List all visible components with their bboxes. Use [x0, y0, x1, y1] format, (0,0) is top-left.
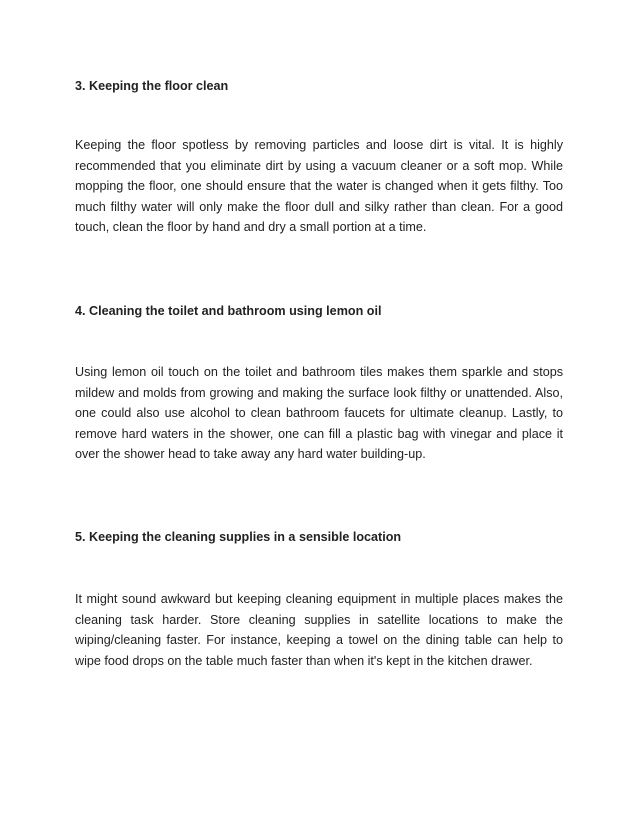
section-heading-supplies: 5. Keeping the cleaning supplies in a sensible location — [75, 530, 402, 544]
section-heading-lemon-oil: 4. Cleaning the toilet and bathroom using lemon oil — [75, 304, 382, 318]
section-paragraph-supplies: It might sound awkward but keeping cleaning equipment in multiple places makes the cleaning task harder. Store cleaning supplies in satellite locations to make the wiping/cleaning faster. For instance, keeping a towel on the dining table can help to wipe food drops on the table much faster than when it's kept in the kitchen drawer. — [75, 592, 563, 668]
section-heading-floor: 3. Keeping the floor clean — [75, 79, 229, 93]
section-paragraph-lemon-oil: Using lemon oil touch on the toilet and bathroom tiles makes them sparkle and stops mildew and molds from growing and making the surface look filthy or unattended. Also, one could also use alcohol to clean bathroom faucets for ultimate cleanup. Lastly, to remove hard waters in the shower, one can fill a plastic bag with vinegar and place it over the shower head to take away any hard water building-up. — [75, 365, 563, 461]
section-paragraph-floor: Keeping the floor spotless by removing particles and loose dirt is vital. It is highly recommended that you eliminate dirt by using a vacuum cleaner or a soft mop. While mopping the floor, one should ensure that the water is changed when it gets filthy. Too much filthy water will only make the floor dull and silky rather than clean. For a good touch, clean the floor by hand and dry a small portion at a time. — [75, 138, 563, 234]
